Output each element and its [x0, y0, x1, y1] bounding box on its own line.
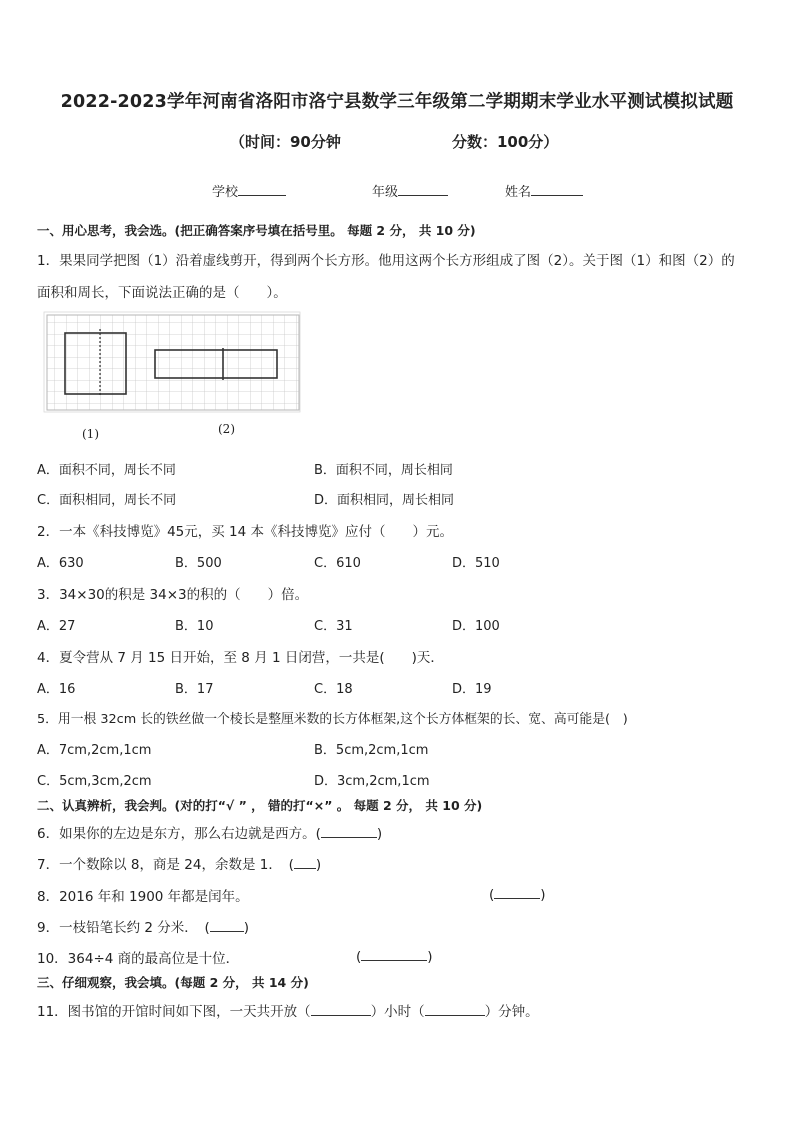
q6-answer-blank[interactable] [321, 824, 377, 838]
q11-stem-c: ）分钟。 [484, 1004, 539, 1020]
grade-label: 年级 [372, 185, 399, 200]
q5-option-b[interactable]: B．5cm,2cm,1cm [314, 743, 429, 758]
q5-option-d[interactable]: D．3cm,2cm,1cm [314, 774, 430, 789]
q4-option-c[interactable]: C．18 [314, 682, 353, 697]
q7-answer-blank[interactable] [294, 855, 316, 869]
q10-answer: ( ) [356, 949, 433, 965]
q11-hours-blank[interactable] [311, 1002, 371, 1016]
q4-option-d[interactable]: D．19 [452, 682, 492, 697]
q4-option-b[interactable]: B．17 [175, 682, 214, 697]
grade-field[interactable] [372, 181, 448, 200]
q6 [37, 822, 382, 842]
q11-minutes-blank[interactable] [425, 1002, 485, 1016]
name-field[interactable] [505, 181, 583, 200]
q8-answer: ( ) [489, 887, 546, 903]
q5-stem: 5．用一根 32cm 长的铁丝做一个棱长是整厘米数的长方体框架,这个长方体框架的长、宽、高可能是( ) [37, 712, 628, 727]
q7-stem: 7．一个数除以 8，商是 24，余数是 1． ( [37, 857, 294, 873]
exam-score: 分数：100分） [452, 133, 559, 151]
school-field[interactable] [212, 181, 286, 200]
section3-heading: 三、仔细观察，我会填。(每题 2 分， 共 14 分) [37, 975, 309, 990]
q6-close: ) [376, 826, 383, 842]
q1-option-b[interactable]: B．面积不同，周长相同 [314, 463, 453, 478]
q10-stem: 10．364÷4 商的最高位是十位． [37, 951, 240, 967]
q2-option-c[interactable]: C．610 [314, 556, 361, 571]
q7 [37, 853, 321, 873]
q11 [37, 1000, 539, 1020]
q8-answer-blank[interactable] [494, 885, 540, 899]
q9 [37, 916, 249, 936]
q1-option-a[interactable]: A．面积不同，周长不同 [37, 463, 176, 478]
q3-option-c[interactable]: C．31 [314, 619, 353, 634]
q11-stem-a: 11．图书馆的开馆时间如下图，一天共开放（ [37, 1004, 311, 1020]
q2-option-a[interactable]: A．630 [37, 556, 84, 571]
q2-option-b[interactable]: B．500 [175, 556, 222, 571]
q9-answer-blank[interactable] [210, 918, 244, 932]
q3-option-a[interactable]: A．27 [37, 619, 76, 634]
q7-close: ) [315, 857, 322, 873]
section1-heading: 一、用心思考，我会选。(把正确答案序号填在括号里。 每题 2 分， 共 10 分) [37, 223, 476, 238]
q1-figure [43, 311, 301, 413]
exam-time: （时间：90分钟 [230, 133, 341, 151]
q3-option-b[interactable]: B．10 [175, 619, 214, 634]
q2-stem: 2．一本《科技博览》45元，买 14 本《科技博览》应付（ ）元。 [37, 524, 454, 540]
q8-stem: 8．2016 年和 1900 年都是闰年。 [37, 889, 249, 905]
q6-stem: 6．如果你的左边是东方，那么右边就是西方。( [37, 826, 321, 842]
exam-title: 2022-2023学年河南省洛阳市洛宁县数学三年级第二学期期末学业水平测试模拟试题 [60, 92, 734, 112]
q5-option-c[interactable]: C．5cm,3cm,2cm [37, 774, 152, 789]
q4-stem: 4．夏令营从 7 月 15 日开始，至 8 月 1 日闭营，一共是( )天． [37, 650, 444, 666]
q10-answer-blank[interactable] [361, 947, 427, 961]
q3-option-d[interactable]: D．100 [452, 619, 500, 634]
q1-option-d[interactable]: D．面积相同，周长相同 [314, 493, 455, 508]
q5-option-a[interactable]: A．7cm,2cm,1cm [37, 743, 152, 758]
q1-stem-line1: 1．果果同学把图（1）沿着虚线剪开，得到两个长方形。他用这两个长方形组成了图（2）。关于图（1）和图（2）的 [37, 253, 735, 269]
q3-stem: 3．34×30的积是 34×3的积的（ ）倍。 [37, 587, 309, 603]
school-label: 学校 [212, 185, 239, 200]
q1-option-c[interactable]: C．面积相同，周长不同 [37, 493, 177, 508]
q9-stem: 9．一枝铅笔长约 2 分米． ( [37, 920, 210, 936]
q1-stem-line2: 面积和周长，下面说法正确的是（ ）。 [37, 285, 287, 301]
q9-close: ) [243, 920, 250, 936]
name-label: 姓名 [505, 185, 532, 200]
q11-stem-b: ）小时（ [370, 1004, 425, 1020]
figure1-label: (1) [82, 427, 99, 441]
q4-option-a[interactable]: A．16 [37, 682, 76, 697]
q2-option-d[interactable]: D．510 [452, 556, 500, 571]
section2-heading: 二、认真辨析，我会判。(对的打“√ ” ， 错的打“×” 。 每题 2 分， 共 10 分) [37, 798, 483, 813]
figure2-label: (2) [218, 422, 235, 436]
